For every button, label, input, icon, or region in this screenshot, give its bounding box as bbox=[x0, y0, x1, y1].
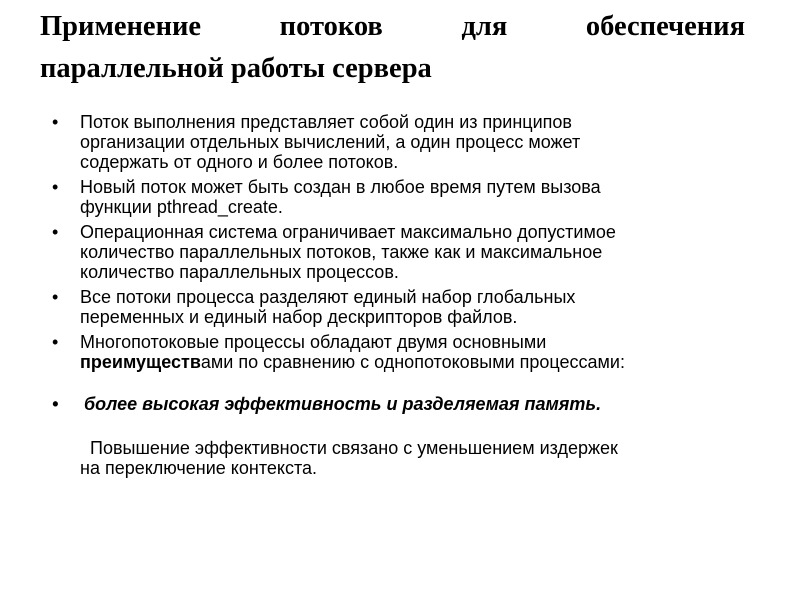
paragraph-line: на переключение контекста. bbox=[80, 458, 318, 478]
bullet-item-4 bbox=[52, 287, 772, 327]
title-line-1: Применение потоков для обеспечения bbox=[40, 11, 745, 42]
paragraph-line: Повышение эффективности связано с уменьшением издержек bbox=[90, 438, 618, 458]
conclusion-paragraph bbox=[52, 438, 772, 478]
bullet-line: переменных и единый набор дескрипторов файлов. bbox=[80, 307, 518, 327]
bullet-text bbox=[80, 222, 772, 282]
bullet-line: организации отдельных вычислений, а один процесс может bbox=[80, 132, 581, 152]
bullet-text bbox=[80, 394, 772, 414]
bullet-line: Операционная система ограничивает максимально допустимое bbox=[80, 222, 616, 242]
bullet-text bbox=[80, 112, 772, 172]
bullet-line: Все потоки процесса разделяют единый набор глобальных bbox=[80, 287, 576, 307]
bullet-item-6 bbox=[52, 394, 772, 414]
bullet-text bbox=[80, 287, 772, 327]
bold-term: преимуществ bbox=[80, 352, 201, 372]
bullet-line: содержать от одного и более потоков. bbox=[80, 152, 399, 172]
bullet-icon: • bbox=[52, 332, 59, 352]
title-line-2: параллельной работы сервера bbox=[40, 53, 432, 84]
bullet-line: количество параллельных процессов. bbox=[80, 262, 399, 282]
bullet-icon: • bbox=[52, 287, 59, 307]
bullet-item-2 bbox=[52, 177, 772, 217]
bullet-item-5 bbox=[52, 332, 772, 372]
bullet-line: ами по сравнению с однопотоковыми процессами: bbox=[200, 352, 625, 372]
slide-title bbox=[40, 6, 745, 90]
emphasis-line: более высокая эффективность и разделяемая память. bbox=[84, 394, 602, 414]
bullet-icon: • bbox=[52, 222, 59, 242]
slide-body bbox=[52, 112, 772, 478]
bullet-text bbox=[80, 177, 772, 217]
bullet-line: количество параллельных потоков, также как и максимальное bbox=[80, 242, 603, 262]
bullet-line: Поток выполнения представляет собой один из принципов bbox=[80, 112, 572, 132]
bullet-line: функции pthread_create. bbox=[80, 197, 283, 217]
bullet-icon: • bbox=[52, 112, 59, 132]
bullet-icon: • bbox=[52, 177, 59, 197]
bullet-line: Многопотоковые процессы обладают двумя основными bbox=[80, 332, 547, 352]
bullet-item-3 bbox=[52, 222, 772, 282]
bullet-text bbox=[80, 332, 772, 372]
bullet-icon: • bbox=[52, 394, 59, 414]
bullet-line: Новый поток может быть создан в любое время путем вызова bbox=[80, 177, 601, 197]
bullet-item-1 bbox=[52, 112, 772, 172]
